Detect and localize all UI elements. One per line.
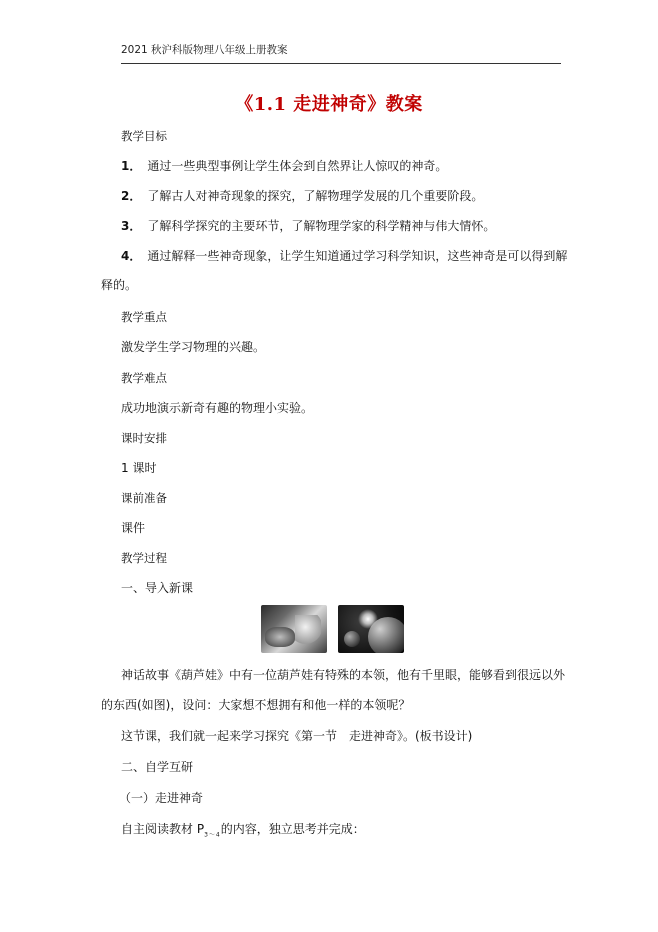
objective-item (121, 158, 561, 174)
story-paragraph-line: 的东西(如图)，设问：大家想不想拥有和他一样的本领呢？ (101, 698, 411, 712)
objective-item (121, 248, 568, 264)
schedule-text: 1 课时 (121, 461, 157, 475)
objective-continuation: 释的。 (101, 278, 138, 292)
prep-heading: 课前准备 (121, 491, 167, 505)
star-glow-shape (358, 609, 378, 629)
part1-heading: 一、导入新课 (121, 581, 194, 595)
objective-text: 通过解释一些神奇现象，让学生知道通过学习科学知识，这些神奇是可以得到解 (147, 249, 568, 263)
schedule-heading: 课时安排 (121, 431, 167, 445)
objective-number: 3． (121, 219, 142, 233)
objective-number: 2． (121, 189, 142, 203)
prep-text: 课件 (121, 521, 146, 535)
space-planet-image (338, 605, 404, 653)
small-planet-shape (344, 631, 360, 647)
difficulty-heading: 教学难点 (121, 371, 167, 385)
reading-instruction-pre: 自主阅读教材 P (121, 822, 205, 836)
image-figure-shape (265, 627, 295, 647)
key-heading: 教学重点 (121, 310, 167, 324)
difficulty-text: 成功地演示新奇有趣的物理小实验。 (121, 401, 314, 415)
part2-heading: 二、自学互研 (121, 760, 194, 774)
reading-page-range: 3～4 (204, 831, 221, 839)
objective-text: 了解古人对神奇现象的探究，了解物理学发展的几个重要阶段。 (147, 189, 484, 203)
story-paragraph-line: 神话故事《葫芦娃》中有一位葫芦娃有特殊的本领，他有千里眼，能够看到很远以外 (121, 668, 566, 682)
objective-text: 了解科学探究的主要环节，了解物理学家的科学精神与伟大情怀。 (147, 219, 496, 233)
objective-text: 通过一些典型事例让学生体会到自然界让人惊叹的神奇。 (147, 159, 448, 173)
reading-instruction (121, 821, 561, 843)
objective-number: 1． (121, 159, 142, 173)
lesson-intro-text: 这节课，我们就一起来学习探究《第一节 走进神奇》。(板书设计) (121, 729, 473, 743)
image-highlight-shape (295, 615, 321, 645)
objective-item (121, 188, 561, 204)
gourd-boy-farsight-image (261, 605, 327, 653)
part2-subheading: （一）走进神奇 (119, 791, 204, 805)
reading-instruction-post: 的内容，独立思考并完成： (220, 822, 365, 836)
key-text: 激发学生学习物理的兴趣。 (121, 340, 266, 354)
objectives-heading: 教学目标 (121, 129, 167, 143)
objective-number: 4． (121, 249, 142, 263)
process-heading: 教学过程 (121, 551, 167, 565)
objective-item (121, 218, 561, 234)
page-header: 2021 秋沪科版物理八年级上册教案 (121, 42, 561, 64)
document-title: 《1.1 走进神奇》教案 (235, 94, 423, 115)
